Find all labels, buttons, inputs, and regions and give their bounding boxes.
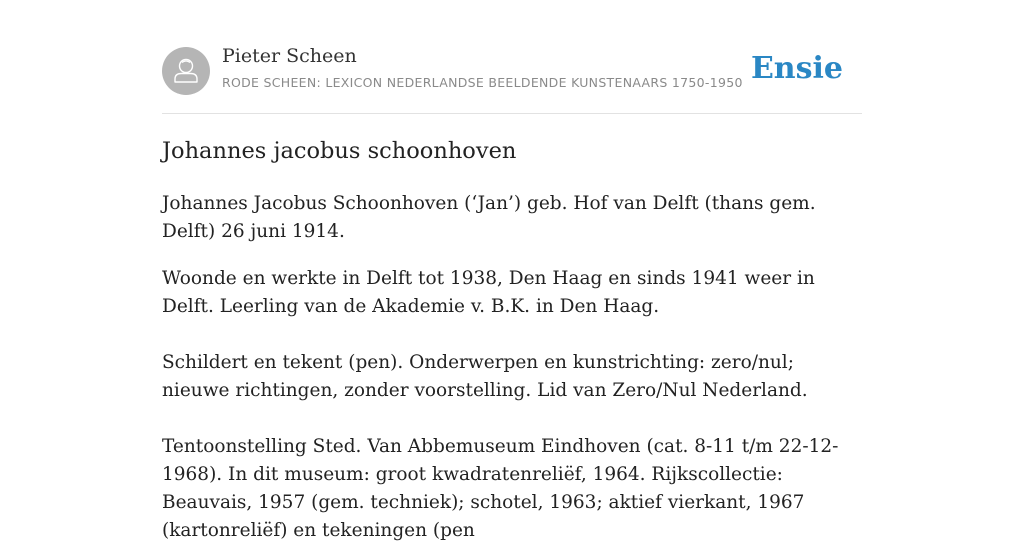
- site-logo[interactable]: Ensie: [750, 51, 843, 86]
- article-paragraph: Tentoonstelling Sted. Van Abbemuseum Eindhoven (cat. 8-11 t/m 22-12-1968). In dit museum: groot kwadratenreliëf, 1964. Rijkscollectie: Beauvais, 1957 (gem. techniek); schotel, 1963; aktief vierkant, 1967 (kartonreliëf) en tekeningen (pen: [162, 436, 839, 541]
- article-body: [162, 190, 862, 545]
- author-name[interactable]: Pieter Scheen: [222, 45, 357, 67]
- avatar[interactable]: [162, 47, 210, 95]
- article-title: Johannes jacobus schoonhoven: [162, 138, 517, 164]
- header: [162, 0, 862, 114]
- source-label[interactable]: RODE SCHEEN: LEXICON NEDERLANDSE BEELDENDE KUNSTENAARS 1750-1950: [222, 75, 743, 90]
- article-paragraph: Schildert en tekent (pen). Onderwerpen en kunstrichting: zero/nul; nieuwe richtingen, zonder voorstelling. Lid van Zero/Nul Nederland.: [162, 352, 808, 401]
- article-paragraph: Woonde en werkte in Delft tot 1938, Den Haag en sinds 1941 weer in Delft. Leerling van de Akademie v. B.K. in Den Haag.: [162, 268, 815, 317]
- article-paragraph: Johannes Jacobus Schoonhoven (‘Jan’) geb. Hof van Delft (thans gem. Delft) 26 juni 1914.: [162, 193, 816, 242]
- user-icon: [162, 47, 210, 95]
- page-wrapper: [162, 0, 862, 541]
